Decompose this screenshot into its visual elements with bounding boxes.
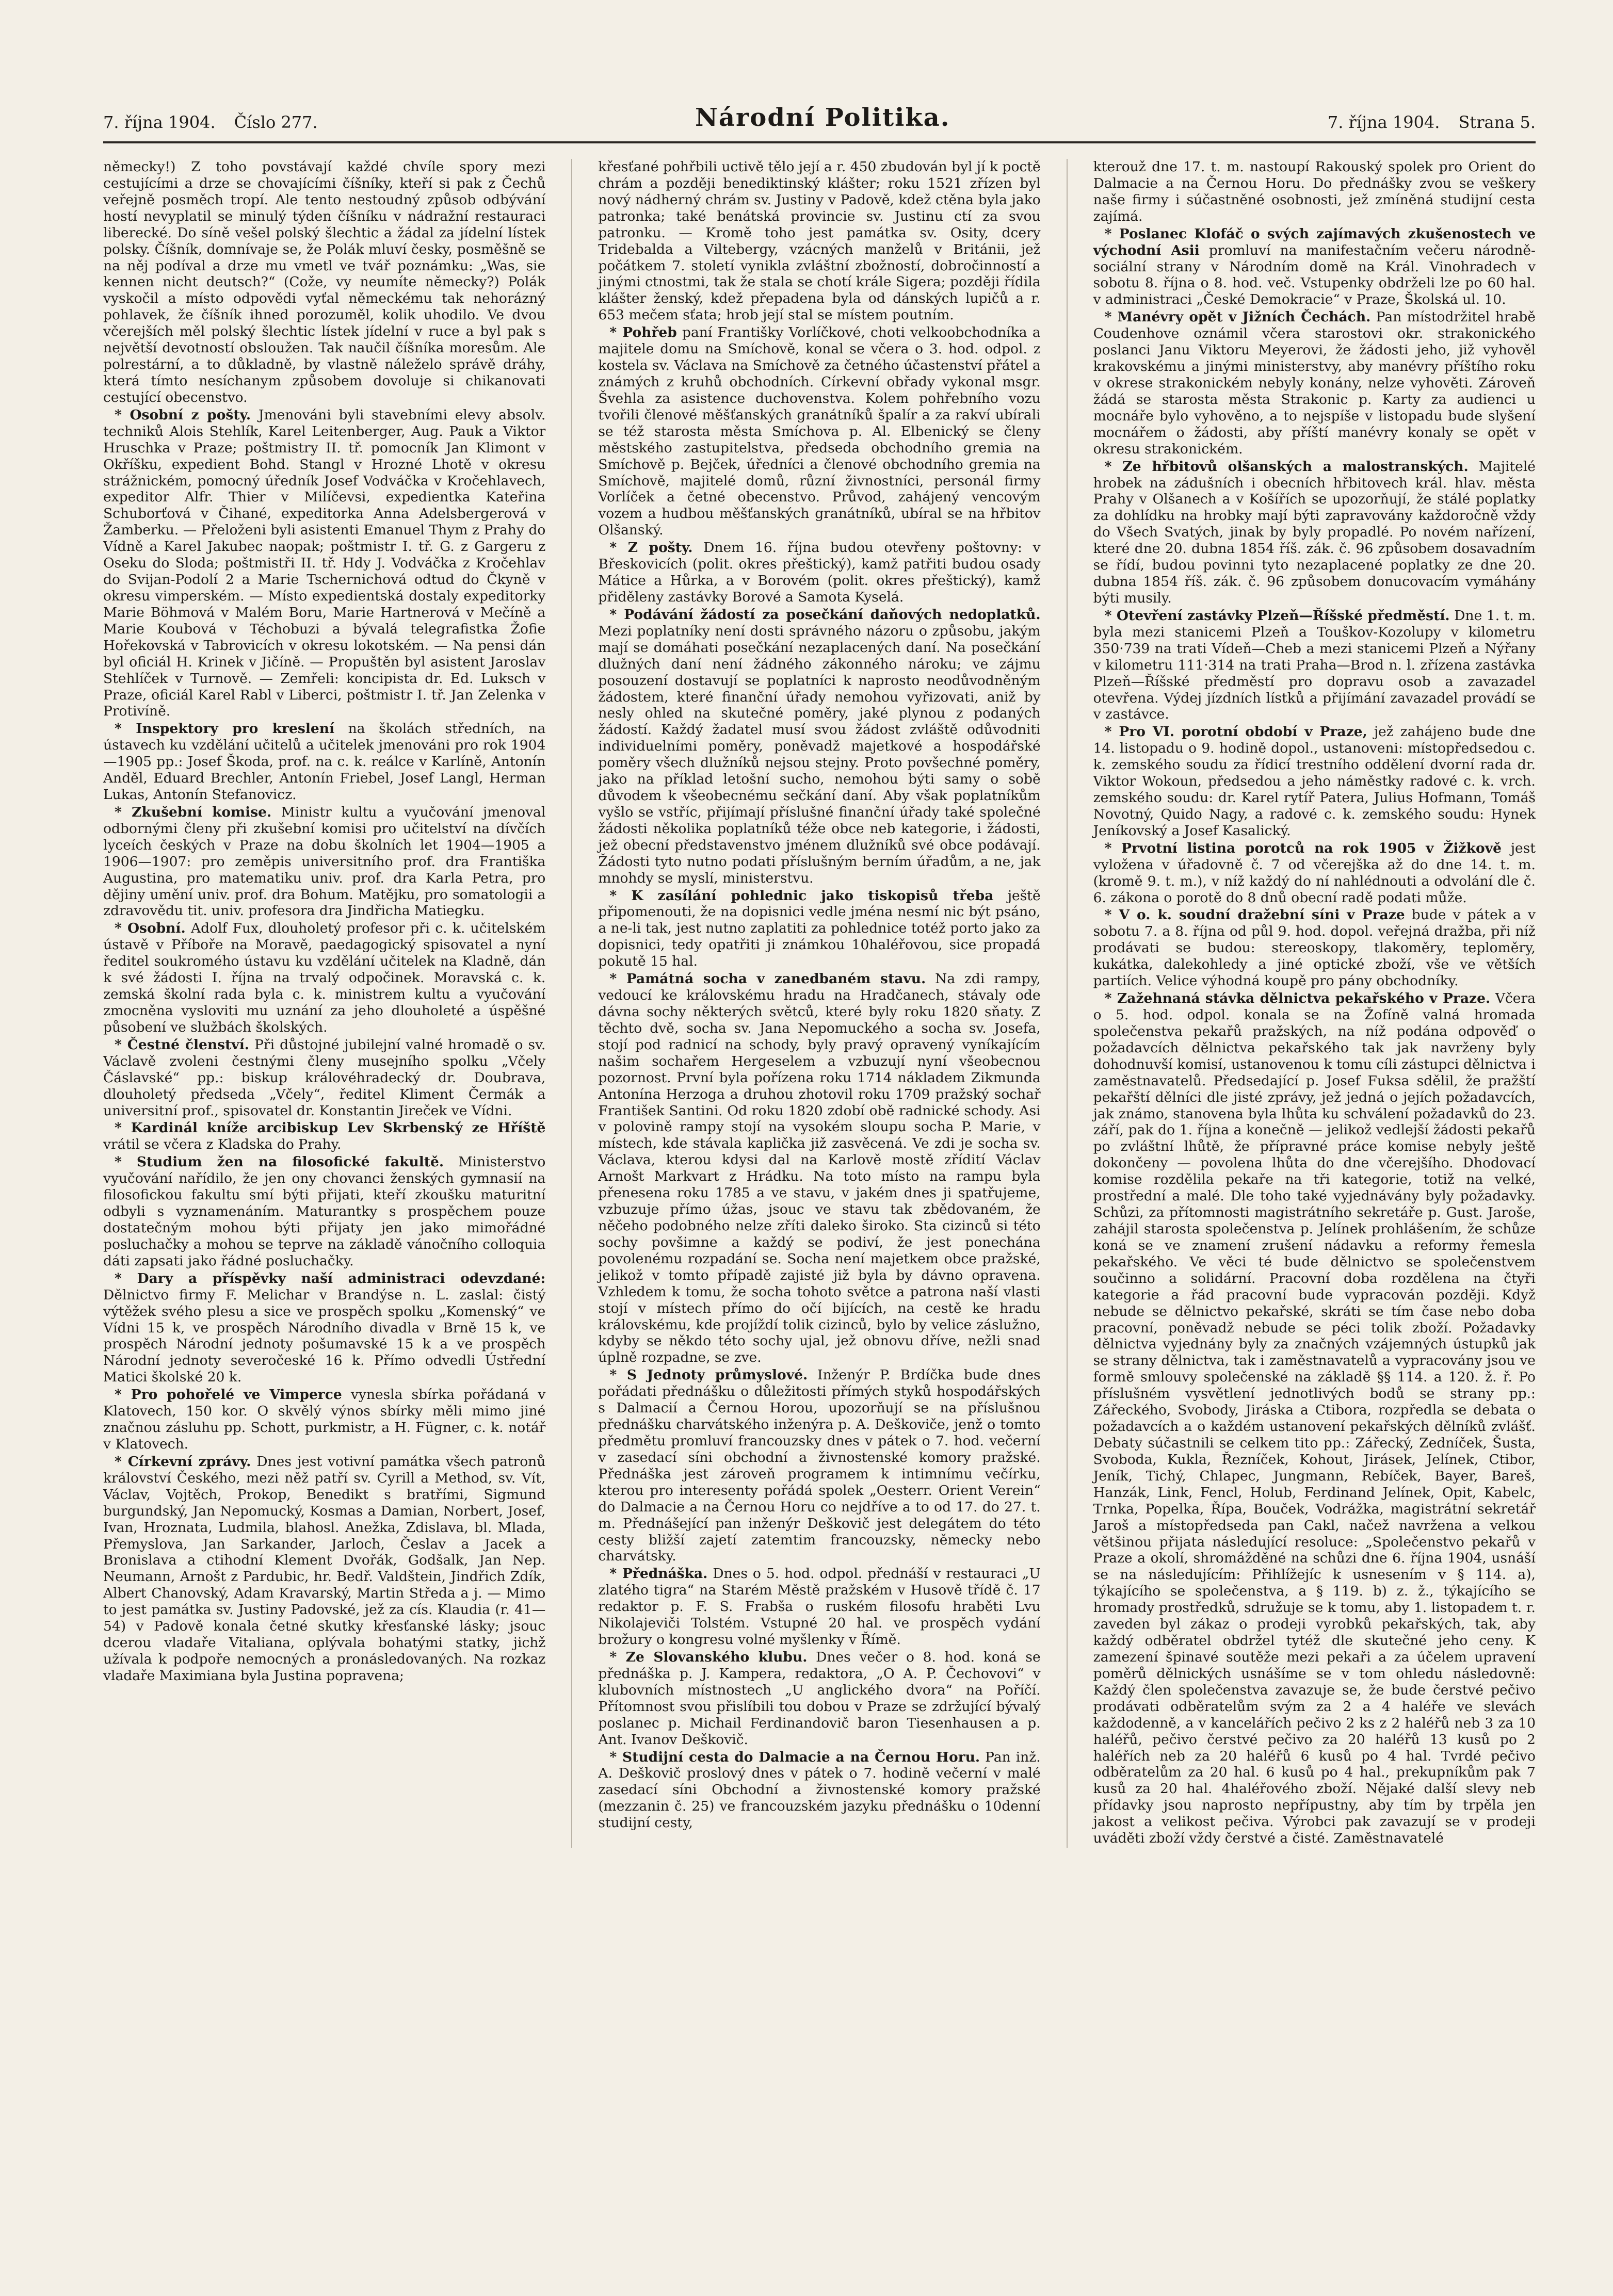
article-heading: * Prvotní listina porotců na rok 1905 v Žižkově <box>1104 840 1502 856</box>
column-divider <box>1067 159 1068 1848</box>
article-heading: * Osobní z pošty. <box>115 406 251 423</box>
article-heading: * Studium žen na filosofické fakultě. <box>115 1154 444 1170</box>
article-paragraph <box>598 888 1040 970</box>
article-paragraph <box>598 971 1040 1366</box>
article-body: Adolf Fux, dlouholetý profesor při c. k. učitelském ústavě v Příboře na Moravě, paedagogický spisovatel a nyní ředitel soukromého ústavu ku vzdělání učitelek na Kladně, dán k své žádosti I. října na trvalý odpočinek. Moravská c. k. zemská školní rada byla c. k. ministrem kultu a vyučování zmocněna vysloviti mu uznání za jeho dlouholeté a úspěšné působení ve službách školských. <box>103 920 546 1035</box>
article-body: Majitelé hrobek na zádušních i obecních hřbitovech král. hlav. města Prahy v Olšanech a v Košířích se upozorňují, že stálé poplatky za dohlídku na hrobky mají býti zapravovány každoročně vždy do Všech Svatých, jinak by byly propadlé. Po novém nařízení, které dne 20. dubna 1854 říš. zák. č. 96 způsobem dosavadním se řídí, budou povinni tyto nezaplacené poplatky ze dne 20. dubna 1854 říš. zák. č. 96 způsobem donucovacím vymáhány býti musily. <box>1093 458 1536 606</box>
article-heading: * Zažehnaná stávka dělnictva pekařského v Praze. <box>1104 990 1491 1007</box>
issue-number: Číslo 277. <box>234 112 318 132</box>
article-body: jež zahájeno bude dne 14. listopadu o 9. hodině dopol., ustanoveni: místopředsedou c. k. zemského soudu za řídicí trestního oddělení dvorní rada dr. Viktor Wokoun, předsedou a jeho náměstky radové c. k. vrch. zemského soudu: dr. Karel rytíř Patera, Julius Hofmann, Tomáš Novotný, Quido Nagy, a radové c. k. zemského soudu: Hynek Jeníkovský a Josef Kasalický. <box>1093 724 1536 839</box>
article-heading: * K zasílání pohlednic jako tiskopisů třeba <box>609 887 994 904</box>
article-paragraph <box>1093 309 1536 457</box>
article-paragraph <box>1093 840 1536 906</box>
issue-date: 7. října 1904. <box>103 112 216 132</box>
article-body: Dnes jest votivní památka všech patronů království Českého, mezi něž patří sv. Cyrill a Method, sv. Vít, Václav, Vojtěch, Prokop, Benedikt s bratřími, Sigmund burgundský, Jan Nepomucký, Kosmas a Damian, Norbert, Josef, Ivan, Hroznata, Ludmila, blahosl. Anežka, Zdislava, bl. Mlada, Přemyslova, Jan Sarkander, Jarloch, Česlav a Jacek a Bronislava a ctihodní Klement Dvořák, Godšalk, Jan Nep. Neumann, Arnošt z Pardubic, hr. Bedř. Valdštein, Jindřich Zdík, Albert Chanovský, Adam Kravarský, Martin Středa a j. — Mimo to jest památka sv. Justiny Padovské, jež za cís. Klaudia (r. 41—54) v Padově konala četné skutky křesťanské lásky; jsouc dcerou vladaře Vitaliana, oplývala bohatými statky, jichž užívala k podpoře nemocných a pronásledovaných. Na rozkaz vladaře Maximiana byla Justina popravena; <box>103 1453 546 1684</box>
article-paragraph <box>103 1387 545 1453</box>
article-body: promluví na manifestačním večeru národně-sociální strany v Národním domě na Král. Vinohradech v sobotu 8. října o 8. hod. več. Vstupenky obdrželi lze po 60 hal. v administraci „České Demokracie“ v Praze, Školská ul. 10. <box>1093 242 1536 308</box>
article-paragraph <box>598 1749 1040 1832</box>
column-2 <box>598 159 1040 1848</box>
article-body: ještě připomenouti, že na dopisnici vedle jména nesmí nic být psáno, a ne-li tak, jest nutno zaplatiti za pohlednice totéž porto jako za dopisnici, tedy opatřiti ji známkou 10haléřovou, sice propadá pokutě 15 hal. <box>598 887 1041 970</box>
article-paragraph <box>103 407 545 720</box>
article-heading: * Památná socha v zanedbaném stavu. <box>609 971 926 987</box>
article-heading: * S Jednoty průmyslové. <box>609 1367 808 1383</box>
article-body: německy!) Z toho povstávají každé chvíle spory mezi cestujícími a drze se chovajícími číšníky, kteří si pak z Čechů veřejně posměch tropí. Ale tento nestoudný způsob odbývání hostí nevyplatil se minulý týden číšníku v nádražní restauraci liberecké. Do síně vešel polský šlechtic a žádal za jídelní lístek polsky. Číšník, domnívaje se, že Polák mluví česky, posměšně se na něj podíval a drze mu vmetl ve tvář poznámku: „Was, sie kennen nicht deutsch?“ (Cože, vy neumíte německy?) Polák vyskočil a místo odpovědi vyťal německému tak nehorázný pohlavek, že číšník ihned porozuměl, kolik uhodilo. Ve dvou včerejších měl polský šlechtic lístek jídelní v ruce a byl pak s největší devotností obsloužen. Tak naučil číšníka moresům. Ale polrestární, a to důkladně, by vlastně náleželo správě dráhy, která tímto nesíchanym způsobem dovoluje si chikanovati cestující obecenstvo. <box>103 159 546 405</box>
article-paragraph <box>1093 459 1536 607</box>
article-heading: * Přednáška. <box>609 1566 708 1582</box>
article-heading: * Ze hřbitovů olšanských a malostranských. <box>1104 458 1469 475</box>
article-heading: * Dary a příspěvky naší administraci odevzdané: <box>115 1270 546 1287</box>
article-body: Pan místodržitel hrabě Coudenhove oznámil včera starostovi okr. strakonického poslanci Janu Viktoru Meyerovi, že žádosti jeho, již vyhověl krakovskému a jinými ministerstvy, aby manévry příštího roku v okrese strakonickém nebyly konány, nelze vyhověti. Zároveň žádá se starosta města Strakonic p. Karty za audienci u mocnáře bylo vyhověno, a to nejspíše v listopadu bude slyšení mocnářem o žádosti, aby příští manévry konaly se opět v okresu strakonickém. <box>1093 309 1536 457</box>
article-heading: * Otevření zastávky Plzeň—Říšské předměstí. <box>1104 607 1450 624</box>
article-paragraph <box>103 159 545 406</box>
article-heading: * Pohřeb <box>609 324 677 341</box>
article-body: Včera o 5. hod. odpol. konala se na Žofíně valná hromada společenstva pekařů pražských, na níž podána odpověď o požadavcích dělnictva pekařského tak jak navrženy byly dohodnuvší komisí, ustanovenou k tomu cíli zástupci dělnictva i zaměstnavatelů. Předsedající p. Josef Fuksa sdělil, že pražští pekařští dělníci dle jisté zprávy, jež jedná o jejích požadavcích, jak známo, stanovena byla lhůta ku schválení požadavků do 23. září, pak do 1. října a konečně — jelikož vedlejší žádosti pekařů po zvláštní lhůtě, že přípravné práce komise nebyly ještě dokončeny — povolena lhůta do dne včerejšího. Dhodovací komise rozdělila pekaře na tři kategorie, totiž na velké, prostřední a malé. Dle toho také vyjednávány byly požadavky. Schůzi, za přítomnosti magistrátního sekretáře p. Gust. Jaroše, zahájil starosta společenstva p. Jelínek prohlášením, že schůze koná se ve znamení zrušení nádavku a reformy řemesla pekařského. Ve věci té bude dělnictvo se společenstvem součinno a solidární. Pracovní doba rozdělena na čtyři kategorie a řád pracovní bude vypracován později. Když nebude se dělnictvo pekařské, skráti se tím čase nebo doba pracovní, poněvadž nebude se péci tolik zboží. Požadavky dělnictva vyjednány byly za značných vzájemných ústupků jak se strany dělnictva, tak i zaměstnavatelů a vypracovány jsou ve formě smlouvy společenské na základě §§ 114. a 120. ž. ř. Po příslušném vysvětlení jednotlivých bodů se strany pp.: Zářeckého, Svobody, Jiráska a Ctibora, rozpředla se debata o požadavcích a o každém ustanovení pekařských dělníků zvlášť. Debaty súčastnili se celkem tito pp.: Zářecký, Zedníček, Šusta, Svoboda, Kukla, Řezníček, Kohout, Jirásek, Jelínek, Ctibor, Jeník, Tichý, Chlapec, Jungmann, Rebíček, Bayer, Bareš, Hanzák, Link, Fencl, Holub, Ferdinand Jelínek, Opit, Kabelc, Trnka, Popelka, Řípa, Bouček, Vodrážka, magistrátní sekretář Jaroš a místopředseda pan Cakl, načež navržena a velkou většinou přijata následující resoluce: „Společenstvo pekařů v Praze a okolí, shromážděné na schůzi dne 6. října 1904, usnáší se na následujícím: Přihlížejíc k usnesením v § 114. a), týkajícího se společenstva, a § 119. b) z. ž., týkajícího se hromady prostředků, sdružuje se k tomu, aby 1. listopadem t. r. zaveden byl zákaz o prodeji vyrobků pekařských, tak, aby každý odběratel obdržel tytéž dle skutečné jeho ceny. K zamezení špinavé soutěže mezi pekaři a za účelem upravení poměrů dělnických usnášíme se v tom ohledu následovně: Každý člen společenstva zavazuje se, že bude čerstvé pečivo prodávati odběratelům svým za 2 a 4 haléře ve slevách každodenně, a v kancelářích pečivo 2 ks z 2 haléřů neb 3 za 10 haléřů, pečivo čerstvé pečivo za 20 haléřů 13 kusů po 2 haléřích neb za 20 haléřů 6 kusů po 4 hal. Tvrdé pečivo odběratelům za 20 hal. 6 kusů po 4 hal., prekupníkům pak 7 kusů za 20 hal. 4haléřového zboží. Nějaké další slevy neb přídavky jsou naprosto nepřípustny, aby tím by trpěla jen jakost a velikost pečiva. Výrobci pak zavazují se v prodeji uváděti zboží vždy čerstvé a čisté. Zaměstnavatelé <box>1093 990 1536 1847</box>
column-1 <box>103 159 545 1848</box>
article-heading: * Čestné členství. <box>115 1036 250 1053</box>
article-heading: * Inspektory pro kreslení <box>115 721 335 737</box>
column-divider <box>571 159 572 1848</box>
article-body: kterouž dne 17. t. m. nastoupí Rakouský spolek pro Orient do Dalmacie a na Černou Horu. Do přednášky zvou se veškery naše firmy i súčastněné osobnosti, jež zmíněná studijní cesta zajímá. <box>1093 159 1536 224</box>
article-heading: * Kardinál kníže arcibiskup Lev Skrbenský ze Hříště <box>115 1120 546 1136</box>
masthead <box>103 103 1536 143</box>
article-heading: * V o. k. soudní dražební síni v Praze <box>1104 907 1405 923</box>
article-body: Na zdi rampy, vedoucí ke královskému hradu na Hradčanech, stávaly ode dávna sochy některých světců, které byly roku 1820 sňaty. Z těchto dvě, socha sv. Jana Nepomuckého a socha sv. Josefa, stojí pod radnicí na schody, byly pravý opravený vyníkajícím našim sochařem Hergeselem a vzbuzují nyní všeobecnou pozornost. První byla pořízena roku 1714 nákladem Zikmunda Antonína Herzoga a druhou zhotovil roku 1709 pražský sochař František Santini. Od roku 1820 zdobí obě radnické schody. Asi v polovině rampy stojí na vysokém sloupu socha P. Marie, v místech, kde stávala kaplička již zasvěcená. Ve zdi je socha sv. Václava, kterou kdysi dal na Karlově mostě zřídití Václav Arnošt Markvart z Hrádku. Na toto místo na rampu byla přenesena roku 1785 a ve stavu, v jakém dnes ji spatřujeme, vzbuzuje přímo úžas, jsouc ve stavu tak zbědovaném, že něčeho podobného nelze zříti daleko široko. Sta cizinců si této sochy povšimne a každý se podiví, že jest ponechána povolenému rozpadání se. Socha není majetkem obce pražské, jelikož v tomto případě zajisté již byla by dávno opravena. Vzhledem k tomu, že socha tohoto světce a patrona naší vlasti stojí v místech přímo do očí bijících, na cestě ke hradu královskému, kde projíždí tolik cizinců, bylo by velice záslužno, kdyby se někdo této sochy ujal, jež obnovu dříve, nežli snad úplně rozpadne, se zve. <box>598 971 1041 1366</box>
article-body: Dnes večer o 8. hod. koná se přednáška p. J. Kampera, redaktora, „O A. P. Čechovovi“ v klubovních místnostech „U anglického dvora“ na Poříčí. Přítomnost svou přislíbili tou dobou v Praze se zdržující bývalý poslanec p. Michail Ferdinandovič baron Tiesenhausen a p. Ant. Ivanov Deškovič. <box>598 1649 1041 1748</box>
article-heading: * Manévry opět v Jižních Čechách. <box>1104 309 1371 325</box>
article-body: vrátil se včera z Kladska do Prahy. <box>103 1136 342 1153</box>
article-heading: * Studijní cesta do Dalmacie a na Černou Horu. <box>609 1749 980 1765</box>
article-paragraph <box>1093 724 1536 839</box>
article-body: Dělnictvo firmy F. Melichar v Brandýse n. L. zaslal: čistý výtěžek svého plesu a sice ve prospěch spolku „Komenský“ ve Vídni 15 k, ve prospěch Národního divadla v Brně 15 k, ve prospěch Národní jednoty pošumavské 15 k a ve prospěch Národní jednoty severočeské 16 k. Přímo odvedli Ústřední Matici školské 20 k. <box>103 1287 546 1386</box>
article-heading: * Církevní zprávy. <box>115 1453 251 1470</box>
article-paragraph <box>1093 226 1536 308</box>
article-body: Ministr kultu a vyučování jmenoval odbornými členy při zkušební komisi pro učitelství na dívčích lyceích českých v Praze na dobu školních let 1904—1905 a 1906—1907: pro zeměpis universitního prof. dra Františka Augustina, pro matematiku univ. prof. dra Karla Petra, pro dějiny umění univ. prof. dra Bohum. Matějku, pro somatologii a zdravovědu tit. univ. profesora dra Jindřicha Matiegku. <box>103 804 546 919</box>
article-paragraph <box>1093 990 1536 1847</box>
text-columns <box>103 159 1536 1848</box>
article-body: bude v pátek a v sobotu 7. a 8. října od půl 9. hod. dopol. veřejná dražba, při níž prodávati se budou: stereoskopy, tlakoměry, teploměry, kukátka, dalekohledy a jiné optické zboží, vše ve větších partiích. Velice výhodná koupě pro pány obchodníky. <box>1093 907 1536 989</box>
article-body: vynesla sbírka pořádaná v Klatovech, 150 kor. O skvělý výnos sbírky měli mimo jiné značnou zásluhu pp. Schott, purkmistr, a H. Fügner, c. k. notář v Klatovech. <box>103 1387 546 1452</box>
newspaper-title: Národní Politika. <box>695 103 950 132</box>
article-heading: * Z pošty. <box>609 540 693 556</box>
article-paragraph <box>103 1271 545 1386</box>
article-heading: * Ze Slovanského klubu. <box>609 1649 808 1665</box>
masthead-right <box>1328 112 1536 132</box>
article-paragraph <box>103 721 545 803</box>
article-heading: * Pro pohořelé ve Vimperce <box>115 1387 342 1403</box>
article-body: na školách středních, na ústavech ku vzdělání učitelů a učitelek jmenováni pro rok 1904—1905 pp.: Josef Škoda, prof. na c. k. reálce v Karlíně, Antonín Anděl, Eduard Brechler, Antonín Friebel, Josef Langl, Herman Lukas, Antonín Stefanovicz. <box>103 721 546 803</box>
article-body: Jmenováni byli stavebními elevy absolv. techniků Alois Stehlík, Karel Leitenberger, Aug. Pauk a Viktor Hruschka v Praze; poštmistry II. tř. pomocník Jan Klimont v Okříšku, expedient Bohd. Stangl v Hrozné Lhotě v okresu strážnickém, pomocný úředník Josef Vodváčka v Kročehlavech, expeditor Alfr. Thier v Milíčevsi, expedientka Kateřina Schuborťová v Čihané, expeditorka Anna Adelsbergerová v Žamberku. — Přeloženi byli asistenti Emanuel Thym z Prahy do Vídně a Karel Jakubec naopak; poštmistr I. tř. G. z Gargeru z Oseku do Sloda; poštmistři II. tř. Hdy J. Vodváčka z Kročehlav do Svijan-Podolí 2 a Marie Tschernichová odtud do Čkyně v okresu vimperském. — Místo expedientská dostaly expeditorky Marie Böhmová v Malém Boru, Marie Hartnerová v Mečíně a Marie Koubová v Téchobuzi a bývalá telegrafistka Žofie Hořekovská v Tabrovicích v okresu lokotském. — Na pensi dán byl oficiál H. Krinek v Jičíně. — Propuštěn byl asistent Jaroslav Stehlíček v Turnově. — Zemřeli: koncipista dr. Ed. Luksch v Praze, oficiál Karel Rabl v Liberci, poštmistr I. tř. Jan Zelenka v Protivíně. <box>103 406 546 720</box>
issue-date-right: 7. října 1904. <box>1327 112 1440 132</box>
article-body: Při důstojné jubilejní valné hromadě o sv. Václavě zvoleni čestnými členy musejního spolku „Včely Čáslavské“ pp.: biskup královéhradecký dr. Doubrava, dlouholetý předseda „Včely“, ředitel Kliment Čermák a universitní prof., spisovatel dr. Konstantin Jireček ve Vídni. <box>103 1036 546 1119</box>
article-paragraph <box>103 920 545 1035</box>
article-paragraph <box>598 607 1040 887</box>
article-paragraph <box>103 1120 545 1153</box>
masthead-left <box>103 112 318 132</box>
page-number: Strana 5. <box>1458 112 1536 132</box>
article-paragraph <box>103 1454 545 1684</box>
article-body: Dne 1. t. m. byla mezi stanicemi Plzeň a Touškov-Kozolupy v kilometru 350·739 na trati Vídeň—Cheb a mezi stanicemi Plzeň a Nýřany v kilometru 111·314 na trati Praha—Brod n. l. zřízena zastávka Plzeň—Říšské předměstí pro dopravu osob a zavazadel otevřena. Výdej jízdních lístků a přijímání zavazadel provádí se v zastávce. <box>1093 607 1536 723</box>
article-paragraph <box>1093 907 1536 989</box>
article-heading: * Pro VI. porotní období v Praze, <box>1104 724 1367 740</box>
article-body: Inženýr P. Brdíčka bude dnes pořádati přednášku o důležitosti přímých styků hospodářských s Dalmacií a Černou Horou, upozorňují se na příslušnou přednášku charvátského inženýra p. A. Deškoviče, jenž o tomto předmětu promluví francouzsky dnes v pátek o 7. hod. večerní v zasedací síni obchodní a živnostenské komory pražské. Přednáška jest zároveň programem k intimnímu večírku, kterou pro interesenty pořádá spolek „Oesterr. Orient Verein“ do Dalmacie a na Černou Horu co nejdříve a to od 17. do 27. t. m. Přednášející pan inženýr Deškovič jest delegátem do této cesty bližší zajetí zatemtim francouzsky, německy nebo charvátsky. <box>598 1367 1041 1565</box>
article-paragraph <box>1093 159 1536 225</box>
article-body: Pan inž. A. Deškovič proslový dnes v pátek o 7. hodině večerní v malé zasedací síni Obchodní a živnostenské komory pražské (mezzanin č. 25) ve francouzském jazyku přednášku o 10denní studijní cesty, <box>598 1749 1041 1831</box>
article-paragraph <box>103 1037 545 1119</box>
article-paragraph <box>598 1649 1040 1748</box>
article-body: jest vyložena v úřadovně č. 7 od včerejška až do dne 14. t. m. (kromě 9. t. m.), v níž každý do ní nahlédnouti a odvolání dle č. 6. zákona o porotě do 8 dnů obecní radě podati může. <box>1093 840 1536 906</box>
article-body: Dnes o 5. hod. odpol. přednáší v restauraci „U zlatého tigra“ na Starém Městě pražském v Husově třídě č. 17 redaktor p. F. S. Frabša o ruském filosofu hraběti Lvu Nikolajeviči Tolstém. Vstupné 20 hal. ve prospěch vydání brožury o kongresu volné myšlenky v Římě. <box>598 1566 1041 1648</box>
article-heading: * Zkušební komise. <box>115 804 272 820</box>
article-paragraph <box>598 159 1040 323</box>
article-paragraph <box>103 1154 545 1269</box>
article-heading: * Osobní. <box>115 920 186 937</box>
article-heading: * Poslanec Klofáč o svých zajímavých zkušenostech ve východní Asii <box>1093 225 1536 258</box>
article-paragraph <box>598 1566 1040 1648</box>
article-body: Dnem 16. října budou otevřeny poštovny: v Břeskovicích (polit. okres přeštický), kamž patřiti budou osady Mátice a Hůrka, a v Borovém (polit. okres přeštický), kamž přiděleny zastávky Borové a Samota Kyselá. <box>598 540 1041 605</box>
article-body: Mezi poplatníky není dosti správného názoru o způsobu, jakým mají se domáhati posečkání nezaplacených daní. Na posečkání dlužných daní není žádného zákonného nároku; ve zájmu posouzení dostavují se poplatníci k naprosto neodůvodněným žádostem, které finanční úřady nemohou vyřizovati, aniž by nesly ohled na skutečné poměry, jaké plynou z podaných žádostí. Každý žadatel musí svou žádost zvláště odůvodniti individuelními poměry, poněvadž majetkové a hospodářské poměry všech dlužníků nejsou stejny. Proto povšechné poměry, jako na příklad letošní sucho, nemohou býti samy o sobě důvodem k všeobecnému sečkání daní. Aby však poplatníkům vyšlo se vstříc, přijímají příslušné finanční úřady také společné žádosti několika poplatníků téže obce neb kategorie, i žádosti, jež obecní představenstvo jménem dlužníků své obce podávají. Žádosti tyto nutno podati příslušným berním úřadům, a ne, jak mnohdy se myslí, ministerstvu. <box>598 623 1041 886</box>
article-paragraph <box>598 324 1040 539</box>
article-paragraph <box>103 804 545 919</box>
article-body: Ministerstvo vyučování nařídilo, že jen ony chovanci ženských gymnasií na filosofickou fakultu smí býti přijati, kteří zkoušku maturitní odbyli s vyznamenáním. Maturantky s prospěchem pouze dostatečným mohou býti přijaty jen jako mimořádné posluchačky a mohou se teprve na základě vánočního colloquia dáti zapsati jako řádné posluchačky. <box>103 1154 546 1269</box>
article-paragraph <box>598 540 1040 606</box>
column-3 <box>1093 159 1536 1848</box>
article-body: křesťané pohřbili uctivě tělo její a r. 450 zbudován byl jí k poctě chrám a později benediktinský klášter; roku 1521 zřízen byl nový nádherný chrám sv. Justiny v Padově, kdež ctěna byla jako patronka; také benátská provincie sv. Justinu ctí za svou patronku. — Kromě toho jest památka sv. Osity, dcery Tridebalda a Viltebergy, vzácných manželů v Británii, jež počátkem 7. století vynikla zvláštní zbožností, dobročinností a jinými ctnostmi, tak že stala se chotí krále Sigera; později řídila klášter ženský, kdež přepadena byla od dánských lupičů a r. 653 mečem sťata; hrob její stal se místem poutním. <box>598 159 1041 323</box>
article-paragraph <box>598 1367 1040 1565</box>
article-paragraph <box>1093 608 1536 723</box>
article-body: paní Františky Vorlíčkové, choti velkoobchodníka a majitele domu na Smíchově, konal se včera o 3. hod. odpol. z kostela sv. Václava na Smíchově za četného účastenství přátel a známých z kruhů obchodních. Církevní obřady vykonal msgr. Švehla za asistence duchovenstva. Kolem pohřebního vozu tvořili členové měšťanských granátníků špalír a za rakví ubírali se též starosta města Smíchova p. Al. Elbenický se členy městského zastupitelstva, předseda obchodního gremia na Smíchově p. Bejček, úředníci a členové obchodního gremia na Smíchově, majitelé domů, různí živnostníci, personál firmy Vorlíček a četné obecenstvo. Průvod, zahájený vencovým vozem a hudbou měšťanských granátníků, ubíral se na hřbitov Olšanský. <box>598 324 1041 539</box>
article-heading: * Podávání žádostí za posečkání daňových nedoplatků. <box>609 606 1041 623</box>
